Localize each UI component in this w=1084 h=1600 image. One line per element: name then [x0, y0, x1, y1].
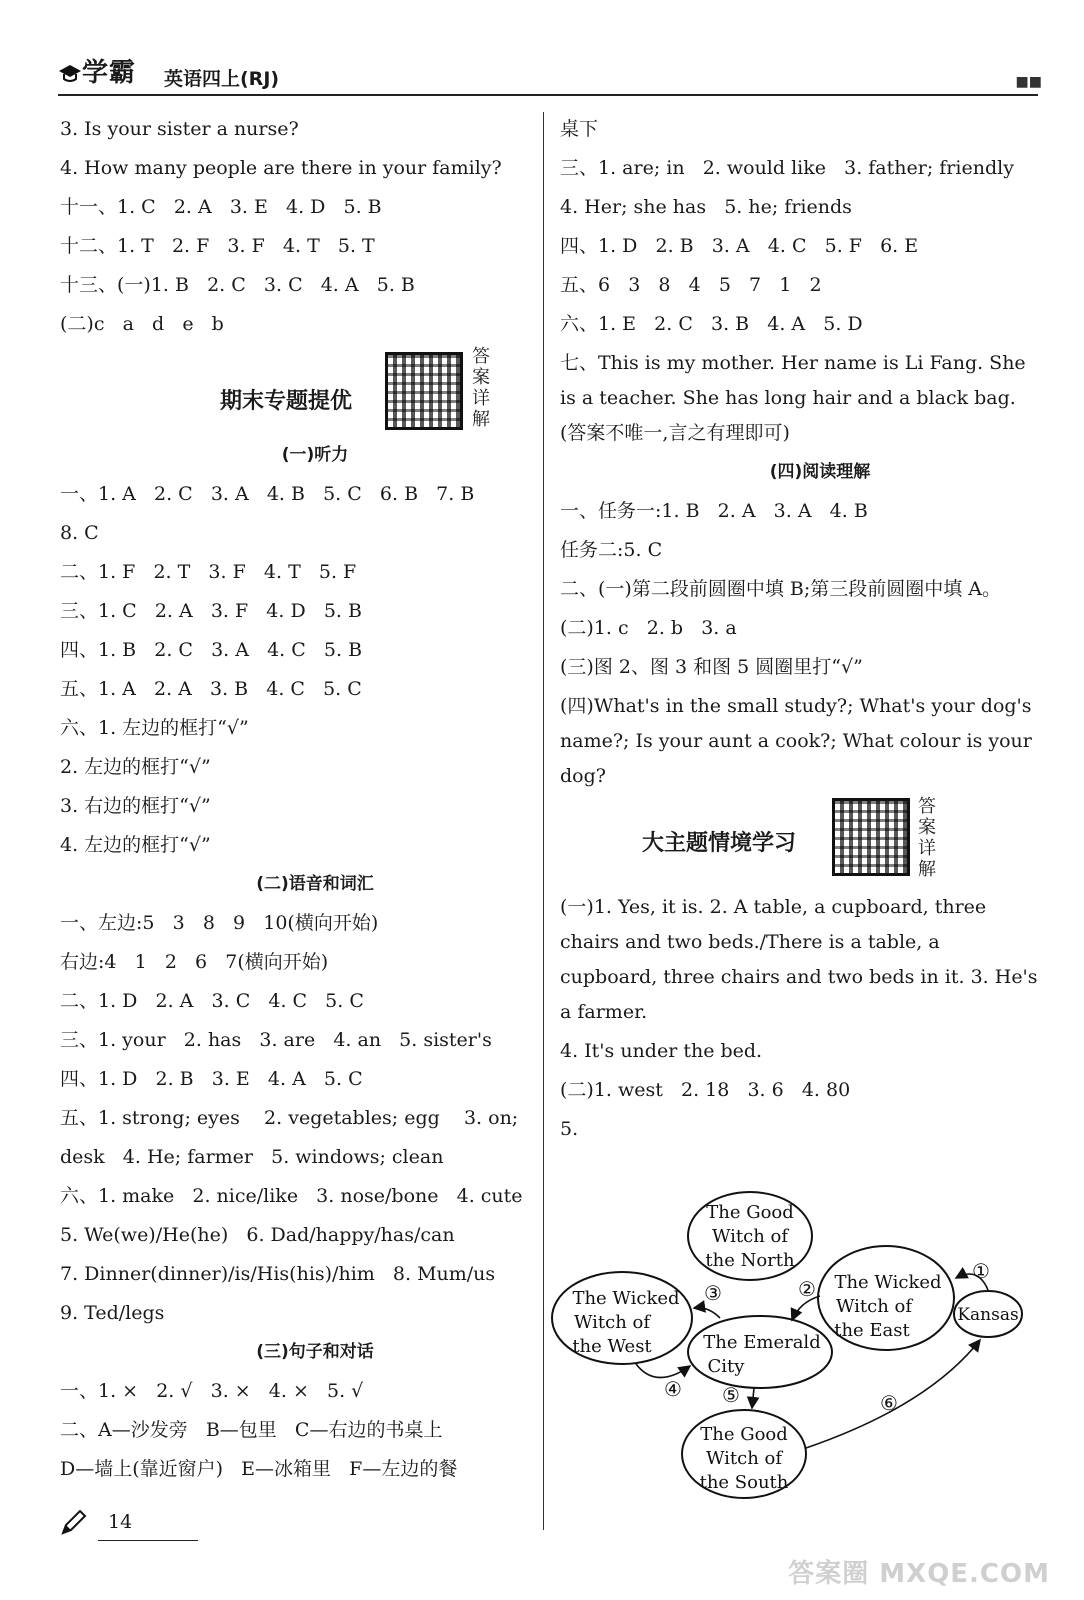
- answer-line: D—墙上(靠近窗户) E—冰箱里 F—左边的餐: [60, 1458, 458, 1480]
- page-number: 14: [108, 1511, 133, 1533]
- answer-line: 五、6 3 8 4 5 7 1 2: [560, 274, 822, 296]
- step-number: ⑥: [880, 1391, 898, 1415]
- answer-line: 2. 左边的框打“√”: [60, 756, 211, 778]
- subject-label: 英语四上(RJ): [164, 68, 280, 90]
- answer-paragraph: (四)What's in the small study?; What's your dog's name?; Is your aunt a cook?; What colour is your dog?: [560, 695, 1032, 787]
- node-label: Witch of: [711, 1226, 789, 1247]
- header-mark: ■■: [1015, 74, 1042, 90]
- subsection-title: (二)语音和词汇: [256, 874, 374, 894]
- subsection-title: (三)句子和对话: [256, 1342, 374, 1362]
- qr-code-icon[interactable]: [385, 352, 463, 430]
- answer-line: 六、1. 左边的框打“√”: [60, 717, 249, 739]
- step-number: ⑤: [722, 1383, 740, 1407]
- footer-rule: [98, 1540, 198, 1541]
- answer-line: 一、任务一:1. B 2. A 3. A 4. B: [560, 500, 868, 522]
- story-route-diagram: [548, 1186, 1038, 1506]
- answer-line: 任务二:5. C: [560, 539, 663, 561]
- answer-line: 4. It's under the bed.: [560, 1040, 763, 1062]
- qr-label: 答案详解: [472, 346, 490, 430]
- answer-line: 5. We(we)/He(he) 6. Dad/happy/has/can: [60, 1224, 455, 1246]
- section-header-final: [60, 344, 530, 436]
- node-label: Witch of: [573, 1312, 651, 1333]
- watermark: 答案圈 MXQE.COM: [788, 1559, 1050, 1589]
- answer-line: 二、A—沙发旁 B—包里 C—右边的书桌上: [60, 1419, 443, 1441]
- answer-line: 六、1. E 2. C 3. B 4. A 5. D: [560, 313, 863, 335]
- answer-line: 一、左边:5 3 8 9 10(横向开始): [60, 912, 379, 934]
- section-title: 大主题情境学习: [642, 831, 797, 856]
- route-arrow: [636, 1364, 690, 1378]
- answer-line: 右边:4 1 2 6 7(横向开始): [60, 951, 329, 973]
- answer-line: 四、1. D 2. B 3. A 4. C 5. F 6. E: [560, 235, 919, 257]
- step-number: ③: [704, 1281, 722, 1305]
- answer-line: (二)1. c 2. b 3. a: [560, 617, 737, 639]
- answer-line: 十一、1. C 2. A 3. E 4. D 5. B: [60, 196, 382, 218]
- answer-line: 三、1. are; in 2. would like 3. father; friendly: [560, 157, 1014, 179]
- answer-line: 一、1. A 2. C 3. A 4. B 5. C 6. B 7. B: [60, 483, 475, 505]
- node-label: City: [707, 1356, 745, 1377]
- answer-line: 5.: [560, 1118, 579, 1140]
- node-label: the South: [699, 1472, 789, 1493]
- answer-line: 三、1. your 2. has 3. are 4. an 5. sister's: [60, 1029, 492, 1051]
- answer-line: 四、1. D 2. B 3. E 4. A 5. C: [60, 1068, 363, 1090]
- section-title: 期末专题提优: [220, 389, 353, 414]
- right-column: [560, 110, 1040, 1149]
- answer-line: 4. How many people are there in your family?: [60, 157, 502, 179]
- answer-line: (二)c a d e b: [60, 313, 224, 335]
- node-label: The Wicked: [572, 1288, 680, 1309]
- step-number: ①: [972, 1259, 990, 1283]
- answer-line: desk 4. He; farmer 5. windows; clean: [60, 1146, 444, 1168]
- answer-line: (三)图 2、图 3 和图 5 圆圈里打“√”: [560, 656, 863, 678]
- answer-line: 十二、1. T 2. F 3. F 4. T 5. T: [60, 235, 375, 257]
- node-label: Witch of: [835, 1296, 913, 1317]
- route-arrow: [694, 1308, 720, 1318]
- answer-line: (二)1. west 2. 18 3. 6 4. 80: [560, 1079, 851, 1101]
- node-label: the East: [834, 1320, 910, 1341]
- column-divider: [543, 112, 544, 1530]
- section-header-theme: [560, 796, 1040, 888]
- answer-paragraph: 二、(一)第二段前圆圈中填 B;第三段前圆圈中填 A。: [560, 578, 1001, 600]
- pencil-icon: [60, 1508, 88, 1536]
- answer-line: 三、1. C 2. A 3. F 4. D 5. B: [60, 600, 362, 622]
- node-label: The Wicked: [834, 1272, 942, 1293]
- node-label: The Good: [700, 1424, 788, 1445]
- answer-line: 四、1. B 2. C 3. A 4. C 5. B: [60, 639, 363, 661]
- answer-line: 二、1. D 2. A 3. C 4. C 5. C: [60, 990, 364, 1012]
- node-label: the North: [705, 1250, 795, 1271]
- answer-line: 7. Dinner(dinner)/is/His(his)/him 8. Mum/us: [60, 1263, 496, 1285]
- subsection-title: (一)听力: [281, 445, 349, 465]
- graduation-cap-icon: [58, 62, 82, 84]
- brand-logo: 学霸: [58, 52, 136, 89]
- answer-line: 4. 左边的框打“√”: [60, 834, 211, 856]
- header-rule: [58, 94, 1038, 96]
- route-arrow: [752, 1388, 754, 1408]
- step-number: ②: [798, 1277, 816, 1301]
- qr-label: 答案详解: [918, 796, 936, 880]
- step-number: ④: [664, 1377, 682, 1401]
- answer-line: 五、1. strong; eyes 2. vegetables; egg 3. on;: [60, 1107, 519, 1129]
- left-column: [60, 110, 530, 1489]
- answer-paragraph: (一)1. Yes, it is. 2. A table, a cupboard, three chairs and two beds./There is a table, a cupboard, three chairs and two beds in it. 3. He's a farmer.: [560, 896, 1038, 1023]
- answer-line: 五、1. A 2. A 3. B 4. C 5. C: [60, 678, 362, 700]
- answer-paragraph: 七、This is my mother. Her name is Li Fang. She is a teacher. She has long hair and a black bag.(答案不唯一,言之有理即可): [560, 352, 1026, 444]
- node-label: The Good: [706, 1202, 794, 1223]
- answer-line: 8. C: [60, 522, 99, 544]
- answer-line: 3. 右边的框打“√”: [60, 795, 211, 817]
- node-label: Kansas: [957, 1305, 1019, 1325]
- page-footer: [60, 1508, 150, 1538]
- answer-line: 十三、(一)1. B 2. C 3. C 4. A 5. B: [60, 274, 415, 296]
- node-label: the West: [572, 1336, 652, 1357]
- answer-line: 3. Is your sister a nurse?: [60, 118, 299, 140]
- answer-line: 六、1. make 2. nice/like 3. nose/bone 4. cute: [60, 1185, 523, 1207]
- answer-line: 桌下: [560, 118, 599, 140]
- qr-code-icon[interactable]: [832, 798, 910, 876]
- answer-line: 一、1. × 2. √ 3. × 4. × 5. √: [60, 1380, 364, 1402]
- node-label: The Emerald: [703, 1332, 821, 1353]
- subsection-title: (四)阅读理解: [769, 462, 871, 482]
- answer-line: 9. Ted/legs: [60, 1302, 165, 1324]
- node-label: Witch of: [705, 1448, 783, 1469]
- page-header: [58, 52, 1042, 96]
- answer-line: 二、1. F 2. T 3. F 4. T 5. F: [60, 561, 357, 583]
- answer-line: 4. Her; she has 5. he; friends: [560, 196, 852, 218]
